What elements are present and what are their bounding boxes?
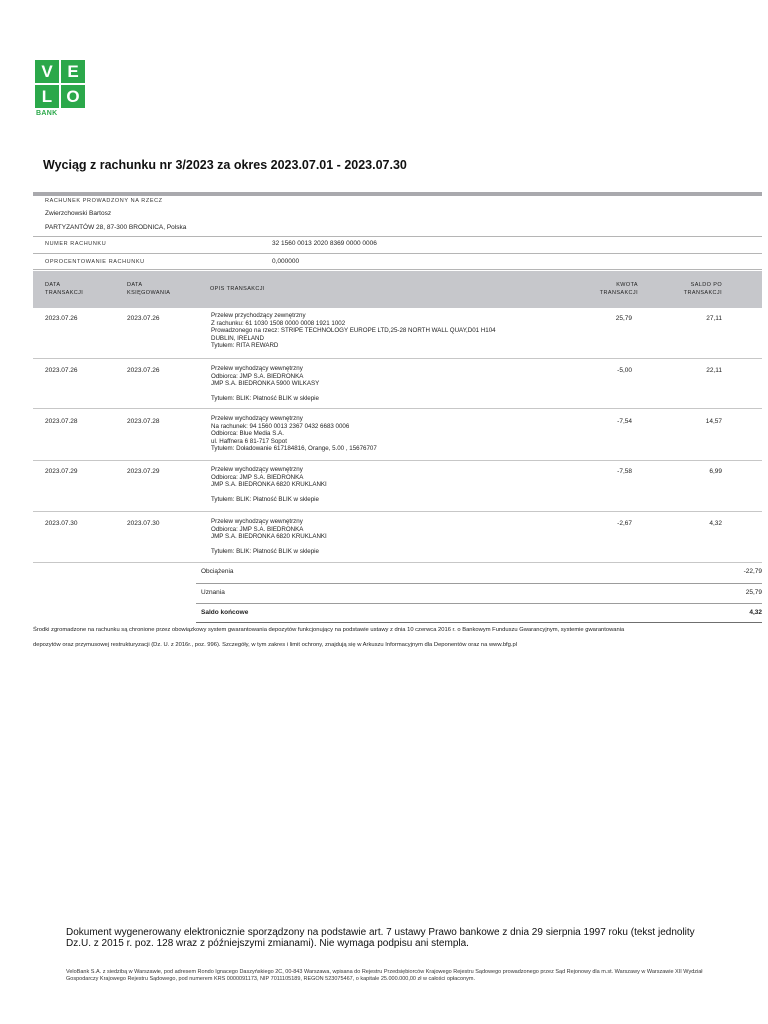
divider xyxy=(33,269,762,270)
row-amount: -5,00 xyxy=(617,367,632,374)
account-number-label: NUMER RACHUNKU xyxy=(45,241,107,247)
account-number: 32 1560 0013 2020 8369 0000 0006 xyxy=(272,240,377,247)
row-date-transaction: 2023.07.30 xyxy=(45,520,78,527)
row-divider xyxy=(33,511,762,512)
logo-letter: E xyxy=(61,60,85,83)
row-date-booking: 2023.07.26 xyxy=(127,367,160,374)
row-date-transaction: 2023.07.26 xyxy=(45,315,78,322)
row-description: Przelew wychodzący wewnętrzny Odbiorca: JMP S.A. BIEDRONKA JMP S.A. BIEDRONKA 6820 KRUKLANKI Tytułem: BLIK: Płatność BLIK w sklepie xyxy=(211,466,327,503)
row-date-booking: 2023.07.26 xyxy=(127,315,160,322)
interest-label: OPROCENTOWANIE RACHUNKU xyxy=(45,259,145,265)
logo-letter: L xyxy=(35,85,59,108)
row-amount: 25,79 xyxy=(615,315,632,322)
row-date-booking: 2023.07.28 xyxy=(127,418,160,425)
row-divider xyxy=(33,358,762,359)
owner-label: RACHUNEK PROWADZONY NA RZECZ xyxy=(45,198,163,204)
summary-divider xyxy=(196,622,762,623)
debits-value: -22,79 xyxy=(743,568,762,575)
guarantee-note-line1: Środki zgromadzone na rachunku są chronione przez obowiązkowy system gwarantowania depozytów funkcjonujący na podstawie ustawy z dnia 10 czerwca 2016 r. o Bankowym Funduszu Gwarancyjnym, systemie gwarantowania xyxy=(33,627,625,633)
summary-divider xyxy=(196,603,762,604)
logo-letter: V xyxy=(35,60,59,83)
row-divider xyxy=(33,562,762,563)
interest-value: 0,000000 xyxy=(272,258,300,265)
divider xyxy=(33,236,762,237)
row-balance: 6,99 xyxy=(709,468,722,475)
credits-label: Uznania xyxy=(201,589,225,596)
row-balance: 14,57 xyxy=(705,418,722,425)
debits-label: Obciążenia xyxy=(201,568,234,575)
electronic-document-statement: Dokument wygenerowany elektronicznie sporządzony na podstawie art. 7 ustawy Prawo bankowe z dnia 29 sierpnia 1997 roku (tekst jednolity Dz.U. z 2015 r. poz. 128 wraz z późniejszymi zmianami). Nie wymaga podpisu ani stempla. xyxy=(66,927,695,949)
header-description: OPIS TRANSAKCJI xyxy=(210,286,265,292)
legal-footer: VeloBank S.A. z siedzibą w Warszawie, pod adresem Rondo Ignacego Daszyńskiego 2C, 00-843 Warszawa, wpisana do Rejestru Przedsiębiorców Krajowego Rejestru Sądowego prowadzonego przez Sąd Rejonowy dla m.st. Warszawy w Warszawie XII Wydział Gospodarczy Krajowego Rejestru Sądowego, pod numerem KRS 0000091173, NIP 7011105189, REGON 523075467, o kapitale 25.000.000,00 zł w całości opłaconym. xyxy=(66,969,703,982)
header-amount: KWOTA TRANSAKCJI xyxy=(599,282,638,296)
velo-bank-logo xyxy=(35,60,86,108)
row-balance: 27,11 xyxy=(706,315,722,322)
summary-divider xyxy=(196,583,762,584)
row-date-transaction: 2023.07.29 xyxy=(45,468,78,475)
row-divider xyxy=(33,408,762,409)
row-description: Przelew wychodzący wewnętrzny Odbiorca: JMP S.A. BIEDRONKA JMP S.A. BIEDRONKA 5900 WILKASY Tytułem: BLIK: Płatność BLIK w sklepie xyxy=(211,365,320,402)
final-balance-value: 4,32 xyxy=(749,609,762,616)
logo-letter: O xyxy=(61,85,85,108)
header-balance: SALDO PO TRANSAKCJI xyxy=(683,282,722,296)
header-date-booking: DATA KSIĘGOWANIA xyxy=(127,282,171,296)
divider xyxy=(33,253,762,254)
row-divider xyxy=(33,460,762,461)
logo-subtitle: BANK xyxy=(36,110,58,117)
statement-title: Wyciąg z rachunku nr 3/2023 za okres 2023.07.01 - 2023.07.30 xyxy=(43,158,407,172)
row-amount: -7,58 xyxy=(617,468,632,475)
row-amount: -2,67 xyxy=(617,520,632,527)
owner-name: Zwierzchowski Bartosz xyxy=(45,210,112,217)
owner-address: PARTYZANTÓW 28, 87-300 BRODNICA, Polska xyxy=(45,224,187,231)
row-description: Przelew wychodzący wewnętrzny Odbiorca: JMP S.A. BIEDRONKA JMP S.A. BIEDRONKA 6820 KRUKLANKI Tytułem: BLIK: Płatność BLIK w sklepie xyxy=(211,518,327,555)
title-divider xyxy=(33,192,762,196)
row-description: Przelew wychodzący wewnętrzny Na rachunek: 94 1560 0013 2367 0432 6683 0006 Odbiorca: Blue Media S.A. ul. Haffnera 6 81-717 Sopot Tytułem: Doładowanie 617184816, Orange, 5.00 , 15676707 xyxy=(211,415,377,452)
row-balance: 22,11 xyxy=(706,367,722,374)
row-amount: -7,54 xyxy=(617,418,632,425)
header-date-transaction: DATA TRANSAKCJI xyxy=(45,282,84,296)
credits-value: 25,79 xyxy=(745,589,762,596)
row-date-booking: 2023.07.29 xyxy=(127,468,160,475)
row-date-booking: 2023.07.30 xyxy=(127,520,160,527)
row-date-transaction: 2023.07.26 xyxy=(45,367,78,374)
final-balance-label: Saldo końcowe xyxy=(201,609,249,616)
guarantee-note-line2: depozytów oraz przymusowej restrukturyzacji (Dz. U. z 2016r., poz. 996). Szczegóły, w tym zakres i limit ochrony, znajdują się w Arkuszu Informacyjnym dla Deponentów oraz na www.bfg.pl xyxy=(33,642,518,648)
transactions-table-header xyxy=(33,271,762,308)
row-description: Przelew przychodzący zewnętrzny Z rachunku: 61 1030 1508 0000 0008 1921 1002 Prowadzonego na rzecz: STRIPE TECHNOLOGY EUROPE LTD,25-28 NORTH WALL QUAY,D01 H104 DUBLIN, IRELAND Tytułem: RITA REWARD xyxy=(211,312,496,349)
row-date-transaction: 2023.07.28 xyxy=(45,418,78,425)
row-balance: 4,32 xyxy=(709,520,722,527)
